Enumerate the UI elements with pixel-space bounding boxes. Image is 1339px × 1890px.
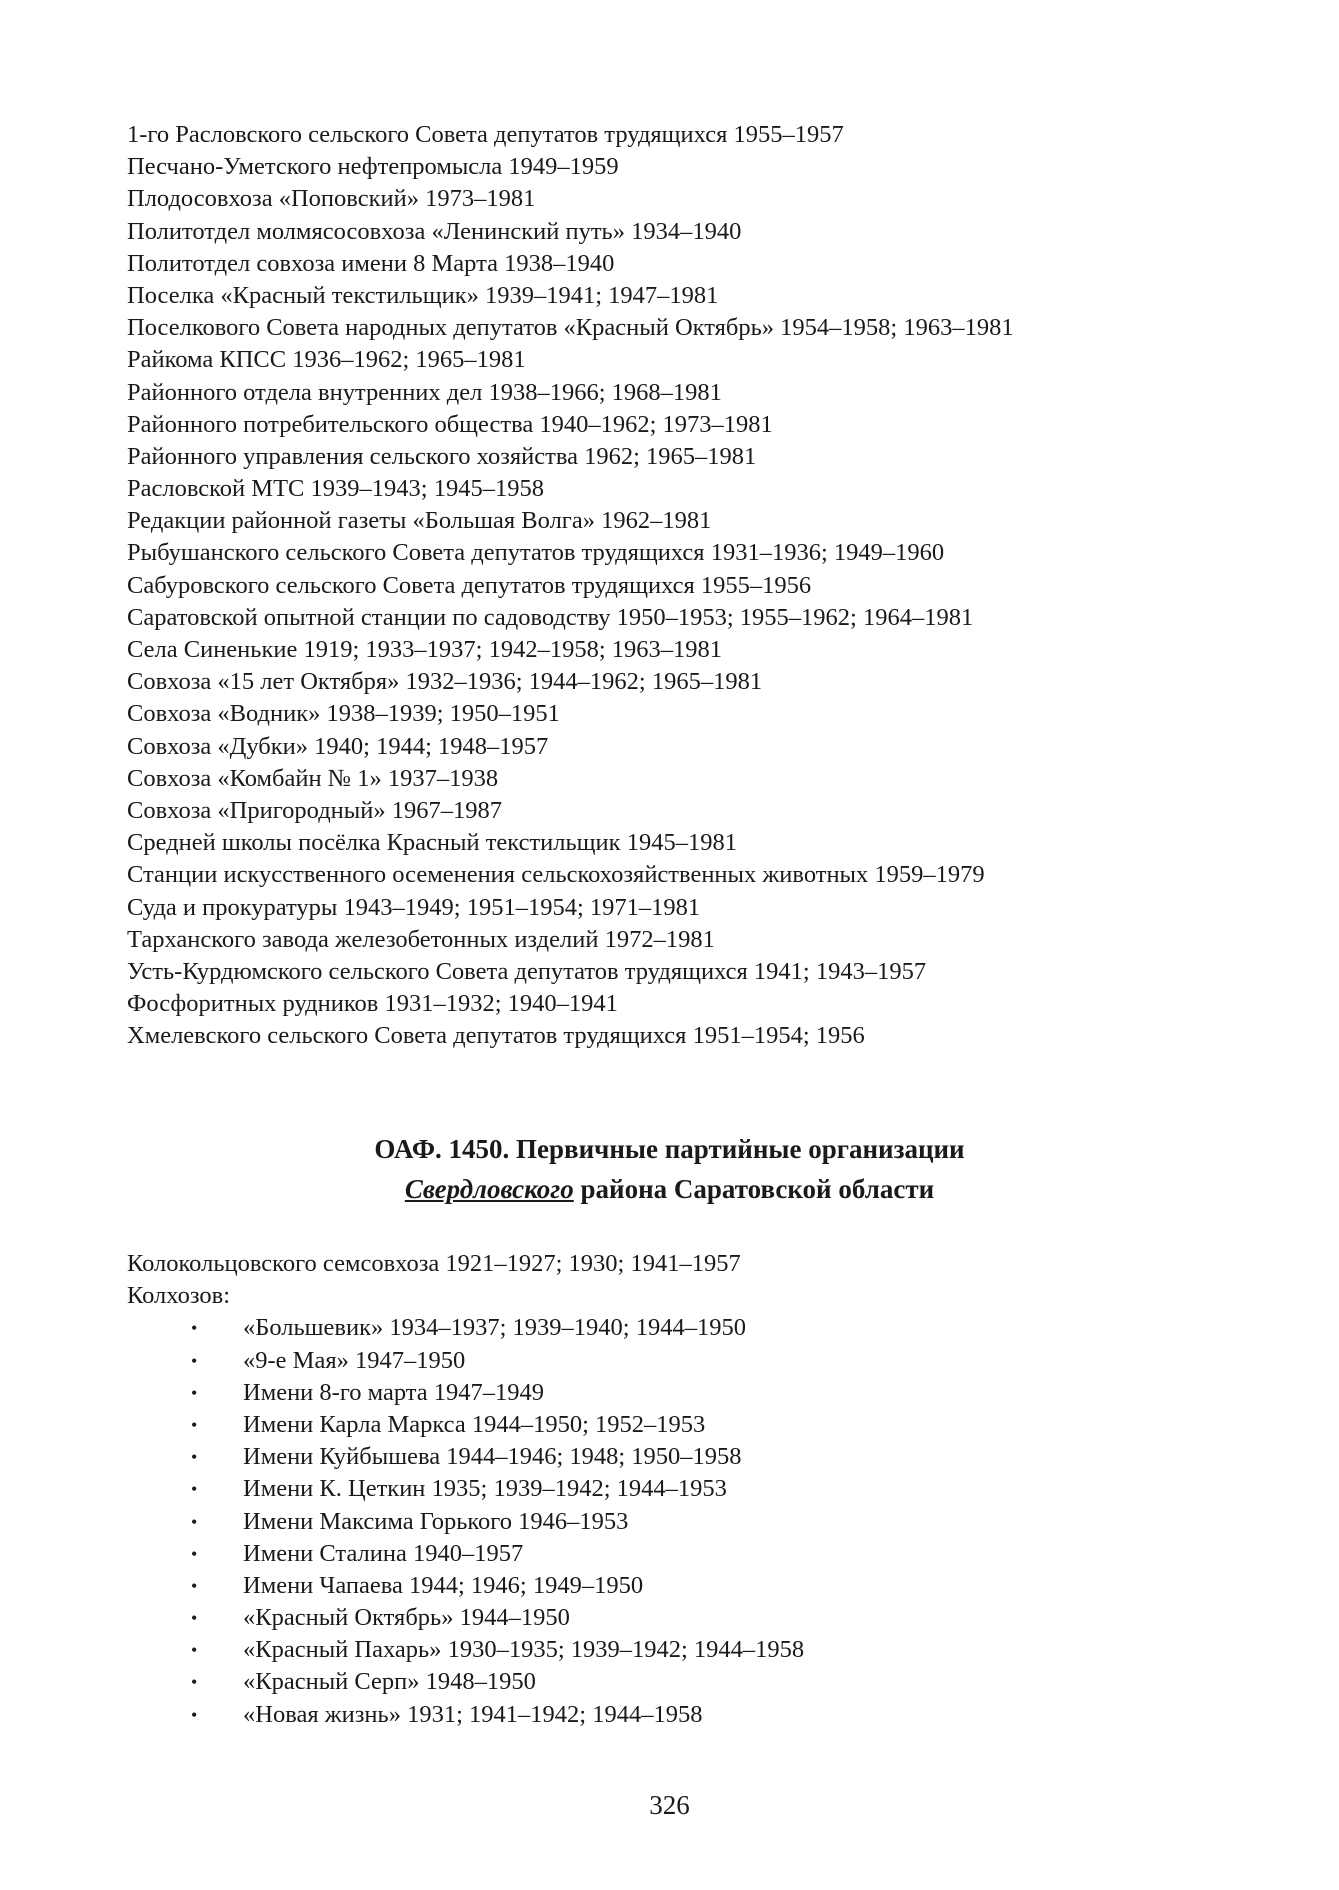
bullet-icon: • <box>191 1479 198 1500</box>
list-item: Фосфоритных рудников 1931–1932; 1940–1941 <box>127 990 618 1018</box>
list-item-text: Имени Сталина 1940–1957 <box>243 1539 524 1567</box>
list-item: Поселкового Совета народных депутатов «Красный Октябрь» 1954–1958; 1963–1981 <box>127 314 1014 342</box>
list-item: Районного потребительского общества 1940–1962; 1973–1981 <box>127 410 773 438</box>
intro-entry: Колокольцовского семсовхоза 1921–1927; 1930; 1941–1957 <box>127 1250 741 1277</box>
list-item: Песчано-Уметского нефтепромысла 1949–1959 <box>127 153 619 181</box>
list-item <box>127 1377 1227 1409</box>
list-item-text: «Большевик» 1934–1937; 1939–1940; 1944–1950 <box>243 1314 746 1342</box>
bullet-icon: • <box>191 1414 198 1435</box>
bullet-icon: • <box>191 1382 198 1403</box>
list-item: Совхоза «Комбайн № 1» 1937–1938 <box>127 764 499 792</box>
bullet-icon: • <box>191 1447 198 1468</box>
list-item: Рыбушанского сельского Совета депутатов трудящихся 1931–1936; 1949–1960 <box>127 539 945 567</box>
section-heading-line-1: ОАФ. 1450. Первичные партийные организации <box>374 1134 965 1164</box>
list-item <box>127 1345 1227 1377</box>
region-name: Свердловского <box>404 1174 574 1204</box>
bullet-icon: • <box>191 1543 198 1564</box>
list-item-text: «Красный Серп» 1948–1950 <box>243 1668 536 1696</box>
list-item <box>127 1441 1227 1473</box>
list-item: Саратовской опытной станции по садоводству 1950–1953; 1955–1962; 1964–1981 <box>127 603 974 631</box>
bullet-icon: • <box>191 1608 198 1629</box>
list-item-text: Имени 8-го марта 1947–1949 <box>243 1378 545 1406</box>
list-item-text: Имени К. Цеткин 1935; 1939–1942; 1944–1953 <box>243 1475 727 1503</box>
kolkhoz-subheading: Колхозов: <box>127 1282 231 1310</box>
list-item-text: «Красный Пахарь» 1930–1935; 1939–1942; 1944–1958 <box>243 1636 805 1664</box>
list-item <box>127 1409 1227 1441</box>
list-item <box>127 1473 1227 1505</box>
list-item-text: «Красный Октябрь» 1944–1950 <box>243 1604 570 1632</box>
list-item: Редакции районной газеты «Большая Волга» 1962–1981 <box>127 507 712 535</box>
list-item: Расловской МТС 1939–1943; 1945–1958 <box>127 475 544 503</box>
list-item: Районного отдела внутренних дел 1938–1966; 1968–1981 <box>127 378 722 406</box>
list-item-text: Имени Чапаева 1944; 1946; 1949–1950 <box>243 1571 644 1599</box>
list-item <box>127 1538 1227 1570</box>
list-item <box>127 1602 1227 1634</box>
list-item <box>127 1570 1227 1602</box>
bullet-icon: • <box>191 1672 198 1693</box>
list-item: Усть-Курдюмского сельского Совета депутатов трудящихся 1941; 1943–1957 <box>127 957 927 985</box>
list-item-text: Имени Куйбышева 1944–1946; 1948; 1950–1958 <box>243 1443 742 1471</box>
section-heading-line-2 <box>0 1169 1339 1209</box>
list-item: Станции искусственного осеменения сельскохозяйственных животных 1959–1979 <box>127 861 985 889</box>
list-item <box>127 1699 1227 1731</box>
list-item: Совхоза «Пригородный» 1967–1987 <box>127 796 502 824</box>
list-item <box>127 1634 1227 1666</box>
list-item: Совхоза «Водник» 1938–1939; 1950–1951 <box>127 700 560 728</box>
list-item-text: Имени Карла Маркса 1944–1950; 1952–1953 <box>243 1410 706 1438</box>
list-item: Хмелевского сельского Совета депутатов трудящихся 1951–1954; 1956 <box>127 1022 865 1050</box>
list-item: Средней школы посёлка Красный текстильщик 1945–1981 <box>127 829 737 857</box>
page-number: 326 <box>649 1790 690 1820</box>
list-item-text: «Новая жизнь» 1931; 1941–1942; 1944–1958 <box>243 1700 703 1728</box>
bullet-icon: • <box>191 1704 198 1725</box>
list-item: Сабуровского сельского Совета депутатов трудящихся 1955–1956 <box>127 571 812 599</box>
list-item: Плодосовхоза «Поповский» 1973–1981 <box>127 185 536 213</box>
list-item-text: «9-е Мая» 1947–1950 <box>243 1346 466 1374</box>
section-2-body <box>127 1248 1227 1731</box>
list-item-text: Имени Максима Горького 1946–1953 <box>243 1507 629 1535</box>
list-item: Суда и прокуратуры 1943–1949; 1951–1954; 1971–1981 <box>127 893 701 921</box>
list-item: Тарханского завода железобетонных изделий 1972–1981 <box>127 925 715 953</box>
bullet-icon: • <box>191 1318 198 1339</box>
list-item <box>127 1666 1227 1698</box>
list-item <box>127 1312 1227 1344</box>
list-item: Райкома КПСС 1936–1962; 1965–1981 <box>127 346 526 374</box>
bullet-icon: • <box>191 1640 198 1661</box>
bullet-icon: • <box>191 1575 198 1596</box>
section-heading-line-2-rest: района Саратовской области <box>573 1174 935 1204</box>
section-heading <box>0 1129 1339 1209</box>
list-item: Районного управления сельского хозяйства 1962; 1965–1981 <box>127 442 757 470</box>
list-item: Совхоза «15 лет Октября» 1932–1936; 1944–1962; 1965–1981 <box>127 668 763 696</box>
bullet-icon: • <box>191 1511 198 1532</box>
list-item <box>127 1506 1227 1538</box>
organization-list <box>127 119 1227 1052</box>
list-item: Политотдел молмясосовхоза «Ленинский путь» 1934–1940 <box>127 217 742 245</box>
bullet-icon: • <box>191 1350 198 1371</box>
list-item: Совхоза «Дубки» 1940; 1944; 1948–1957 <box>127 732 549 760</box>
list-item: 1-го Расловского сельского Совета депутатов трудящихся 1955–1957 <box>127 121 844 148</box>
kolkhoz-list <box>127 1312 1227 1730</box>
list-item: Политотдел совхоза имени 8 Марта 1938–1940 <box>127 249 615 277</box>
list-item: Села Синенькие 1919; 1933–1937; 1942–1958; 1963–1981 <box>127 636 723 663</box>
list-item: Поселка «Красный текстильщик» 1939–1941; 1947–1981 <box>127 281 719 309</box>
